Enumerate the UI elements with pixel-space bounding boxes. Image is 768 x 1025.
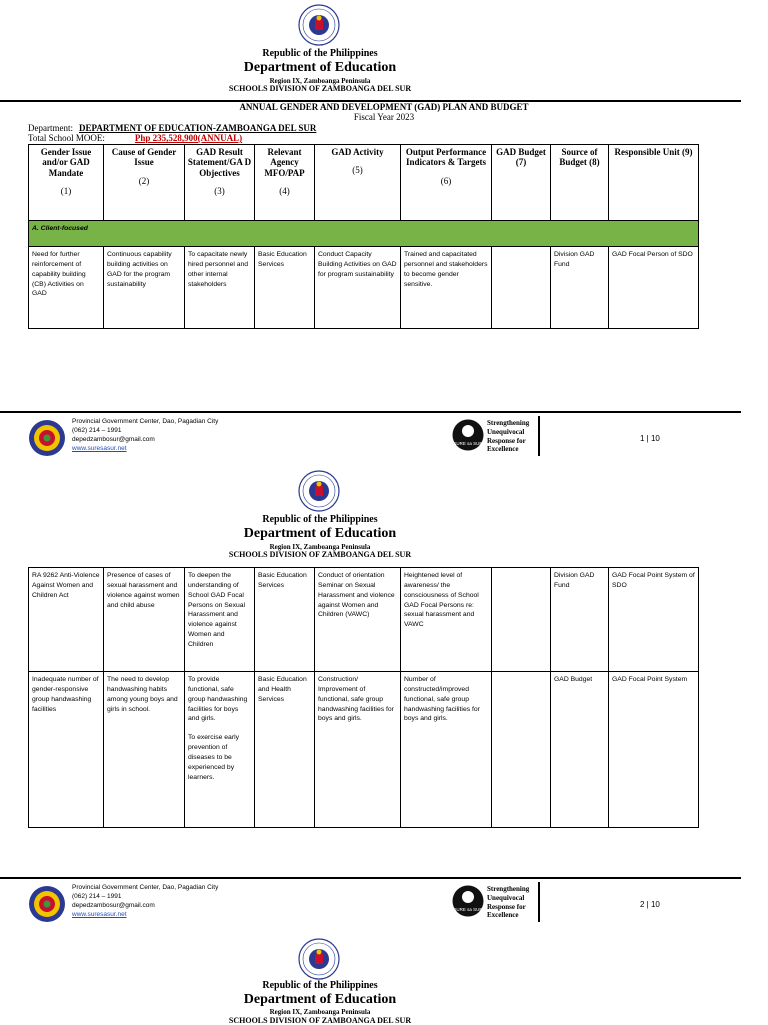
footer-contact	[72, 417, 218, 453]
footer-rule	[0, 877, 741, 879]
footer-motto: Strengthening Unequivocal Response for Excellence	[487, 419, 530, 454]
footer-address: Provincial Government Center, Dao, Pagadian City	[72, 418, 219, 425]
plan-title: ANNUAL GENDER AND DEVELOPMENT (GAD) PLAN AND BUDGET	[239, 102, 529, 112]
deped-seal-icon	[298, 938, 340, 980]
division-label: SCHOOLS DIVISION OF ZAMBOANGA DEL SUR	[228, 1016, 412, 1025]
header-cell: Source of Budget (8)	[551, 145, 609, 221]
deped-seal-icon	[298, 4, 340, 46]
republic-label: Republic of the Philippines	[262, 514, 378, 525]
table-header-row	[29, 145, 699, 221]
footer-rule	[0, 411, 741, 413]
table-cell: Presence of cases of sexual harassment and violence against women and child abuse	[104, 568, 185, 672]
table-cell: Division GAD Fund	[551, 568, 609, 672]
table-cell: Basic Education and Health Services	[255, 672, 315, 828]
mooe-label: Total School MOOE:	[28, 133, 105, 143]
footer-email: depedzambosur@gmail.com	[72, 436, 155, 444]
footer-email: depedzambosur@gmail.com	[72, 902, 155, 910]
table-cell: Construction/ Improvement of functional, safe group handwashing facilities for boys and girls.	[315, 672, 401, 828]
deped-seal-icon	[298, 470, 340, 512]
division-label: SCHOOLS DIVISION OF ZAMBOANGA DEL SUR	[228, 550, 412, 559]
mooe-value: Php 235,528,900(ANNUAL)	[134, 133, 243, 143]
table-cell: To deepen the understanding of School GAD Focal Persons on Sexual Harassment and violence against Women and Children	[185, 568, 255, 672]
table-cell: The need to develop handwashing habits among young boys and girls in school.	[104, 672, 185, 828]
header-cell: Responsible Unit (9)	[609, 145, 699, 221]
table-cell: Division GAD Fund	[551, 247, 609, 329]
footer-divider	[538, 416, 540, 456]
department-value: DEPARTMENT OF EDUCATION-ZAMBOANGA DEL SUR	[78, 123, 317, 133]
table-cell: Basic Education Services	[255, 247, 315, 329]
page-number: 2 | 10	[640, 900, 660, 909]
table-cell: GAD Budget	[551, 672, 609, 828]
republic-label: Republic of the Philippines	[262, 48, 378, 59]
republic-label: Republic of the Philippines	[262, 980, 378, 991]
table-row	[29, 568, 699, 672]
page-1	[0, 0, 768, 468]
table-cell: GAD Focal Person of SDO	[609, 247, 699, 329]
header-cell: Cause of Gender Issue (2)	[104, 145, 185, 221]
page-3	[0, 936, 768, 1024]
header-cell: Relevant Agency MFO/PAP (4)	[255, 145, 315, 221]
sure-sa-sur-logo-icon	[452, 419, 484, 451]
table-cell: Conduct Capacity Building Activities on GAD for program sustainability	[315, 247, 401, 329]
page-2	[0, 468, 768, 936]
table-row	[29, 247, 699, 329]
header-cell: Gender Issue and/or GAD Mandate (1)	[29, 145, 104, 221]
mooe-line	[28, 133, 242, 143]
table-cell: To provide functional, safe group handwashing facilities for boys and girls. To exercise early prevention of diseases to be experienced by learners.	[185, 672, 255, 828]
fiscal-year: Fiscal Year 2023	[353, 112, 415, 122]
footer-contact	[72, 883, 218, 919]
header-cell: GAD Budget (7)	[492, 145, 551, 221]
table-cell: GAD Focal Point System	[609, 672, 699, 828]
department-line	[28, 123, 316, 133]
region-label: Region IX, Zamboanga Peninsula	[269, 1008, 371, 1016]
table-cell: To capacitate newly hired personnel and other internal stakeholders	[185, 247, 255, 329]
sure-sa-sur-logo-icon	[452, 885, 484, 917]
table-cell: GAD Focal Point System of SDO	[609, 568, 699, 672]
footer-phone: (062) 214 – 1991	[72, 427, 122, 435]
footer-address: Provincial Government Center, Dao, Pagadian City	[72, 884, 219, 891]
table-cell: Trained and capacitated personnel and stakeholders to become gender sensitive.	[401, 247, 492, 329]
division-label: SCHOOLS DIVISION OF ZAMBOANGA DEL SUR	[228, 84, 412, 93]
table-cell	[492, 247, 551, 329]
table-cell: Continuous capability building activities on GAD for the program sustainability	[104, 247, 185, 329]
table-cell: Conduct of orientation Seminar on Sexual Harassment and violence against Women and Children (VAWC)	[315, 568, 401, 672]
table-cell: Basic Education Services	[255, 568, 315, 672]
footer-phone: (062) 214 – 1991	[72, 893, 122, 901]
department-title: Department of Education	[243, 526, 397, 541]
header-cell: GAD Activity (5)	[315, 145, 401, 221]
table-cell	[492, 568, 551, 672]
table-cell: Need for further reinforcement of capability building (CB) Activities on GAD	[29, 247, 104, 329]
svg-text:SURE sa SUR: SURE sa SUR	[453, 441, 483, 446]
table-cell: RA 9262 Anti-Violence Against Women and Children Act	[29, 568, 104, 672]
department-title: Department of Education	[243, 992, 397, 1007]
section-client-focused: A. Client-focused	[29, 221, 699, 247]
region-label: Region IX, Zamboanga Peninsula	[269, 77, 371, 85]
division-logo-icon	[28, 885, 66, 923]
table-cell	[492, 672, 551, 828]
page-number: 1 | 10	[640, 434, 660, 443]
gad-plan-table	[28, 144, 699, 329]
footer-divider	[538, 882, 540, 922]
department-label: Department:	[28, 123, 73, 133]
table-cell: Inadequate number of gender-responsive group handwashing facilities	[29, 672, 104, 828]
footer-motto: Strengthening Unequivocal Response for Excellence	[487, 885, 530, 920]
header-cell: GAD Result Statement/GA D Objectives (3)	[185, 145, 255, 221]
header-cell: Output Performance Indicators & Targets (6)	[401, 145, 492, 221]
table-cell: Number of constructed/improved functional, safe group handwashing facilities for boys and girls.	[401, 672, 492, 828]
footer-website-link[interactable]: www.suresasur.net	[72, 445, 127, 453]
division-logo-icon	[28, 419, 66, 457]
footer-website-link[interactable]: www.suresasur.net	[72, 911, 127, 919]
table-cell: Heightened level of awareness/ the consciousness of School GAD Focal Persons re: sexual harassment and VAWC	[401, 568, 492, 672]
region-label: Region IX, Zamboanga Peninsula	[269, 543, 371, 551]
table-row	[29, 672, 699, 828]
department-title: Department of Education	[243, 60, 397, 75]
svg-text:SURE sa SUR: SURE sa SUR	[453, 907, 483, 912]
section-row	[29, 221, 699, 247]
gad-plan-table-continued	[28, 567, 699, 828]
